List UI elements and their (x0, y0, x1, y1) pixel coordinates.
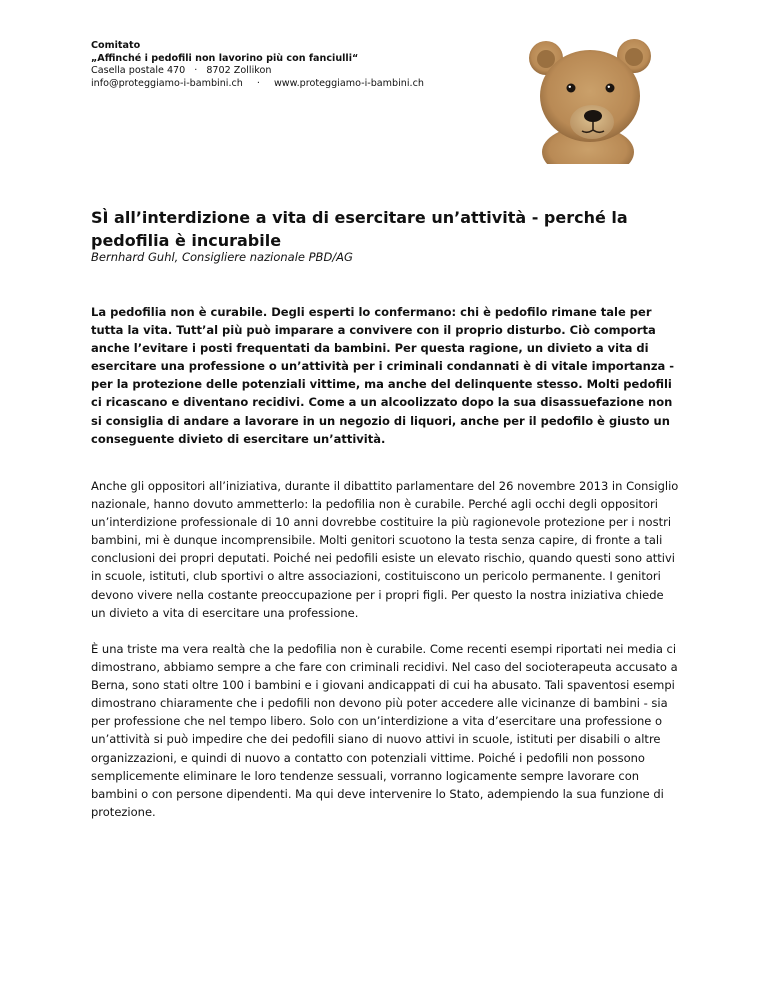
org-name-line1: Comitato (91, 40, 141, 51)
email-link[interactable]: info@proteggiamo-i-bambini.ch (91, 77, 243, 89)
letterhead (91, 40, 424, 90)
website-link[interactable]: www.proteggiamo-i-bambini.ch (273, 77, 424, 89)
contact-line (91, 78, 424, 91)
teddy-bear-photo (524, 36, 656, 164)
postal-address (91, 65, 424, 78)
bear-nose (584, 110, 602, 122)
separator-dot: · (194, 65, 198, 76)
separator-dot: · (256, 77, 260, 89)
body-paragraph-2: È una triste ma vera realtà che la pedofilia non è curabile. Come recenti esempi riportati nei media ci dimostrano, abbiamo sempre a che fare con criminali recidivi. Nel caso del socioterapeuta accusato a Berna, sono stati oltre 100 i bambini e i giovani andicappati di cui ha abusato. Tali spaventosi esempi dimostrano chiaramente che i pedofili non devono più poter accedere alle vicinanze di bambini - sia per professione che nel tempo libero. Solo con un’interdizione a vita d’esercitare una professione o un’attività si può impedire che dei pedofili siano di nuovo attivi in scuole, istituti per disabili o altre organizzazioni, e quindi di nuovo a contatto con potenziali vittime. Poiché i pedofili non possono semplicemente eliminare le loro tendenze sessuali, vorranno logicamente sempre lavorare con bambini o con persone dipendenti. Ma qui deve intervenire lo Stato, adempiendo la sua funzione di protezione. (91, 642, 678, 819)
bear-left-eye (567, 84, 576, 93)
org-name-line2: „Affinché i pedofili non lavorino più con fanciulli“ (91, 52, 359, 64)
postbox: Casella postale 470 (91, 65, 186, 76)
body-paragraph-1: Anche gli oppositori all’iniziativa, durante il dibattito parlamentare del 26 novembre 2013 in Consiglio nazionale, hanno dovuto ammetterlo: la pedofilia non è curabile. Perché agli occhi degli oppositori un’interdizione professionale di 10 anni dovrebbe costituire la più ragionevole protezione per i nostri bambini, mi è dunque incomprensibile. Molti genitori scuotono la testa senza capire, di fronte a tali conclusioni dei propri deputati. Poiché nei pedofili esiste un elevato rischio, quando questi sono attivi in scuole, istituti, club sportivi o altre associazioni, costituiscono un pericolo permanente. I genitori devono vivere nella costante preoccupazione per i propri figli. Per questo la nostra iniziativa chiede un divieto a vita di esercitare una professione. (91, 479, 679, 620)
article-author: Bernhard Guhl, Consigliere nazionale PBD/AG (91, 250, 353, 264)
article-title: SÌ all’interdizione a vita di esercitare un’attività - perché la pedofilia è incurabile (91, 208, 628, 250)
postcode-city: 8702 Zollikon (206, 65, 272, 76)
lead-paragraph: La pedofilia non è curabile. Degli esperti lo confermano: chi è pedofilo rimane tale per tutta la vita. Tutt’al più può imparare a convivere con il proprio disturbo. Ciò comporta anche l’evitare i posti frequentati da bambini. Per questa ragione, un divieto a vita di esercitare una professione o un’attività per i criminali condannati è di vitale importanza - per la protezione delle potenziali vittime, ma anche del delinquente stesso. Molti pedofili ci ricascano e diventano recidivi. Come a un alcoolizzato dopo la sua disassuefazione non si consiglia di andare a lavorare in un negozio di liquori, anche per il pedofilo è giusto un conseguente divieto di esercitare un’attività. (91, 305, 675, 446)
bear-right-eye (606, 84, 615, 93)
